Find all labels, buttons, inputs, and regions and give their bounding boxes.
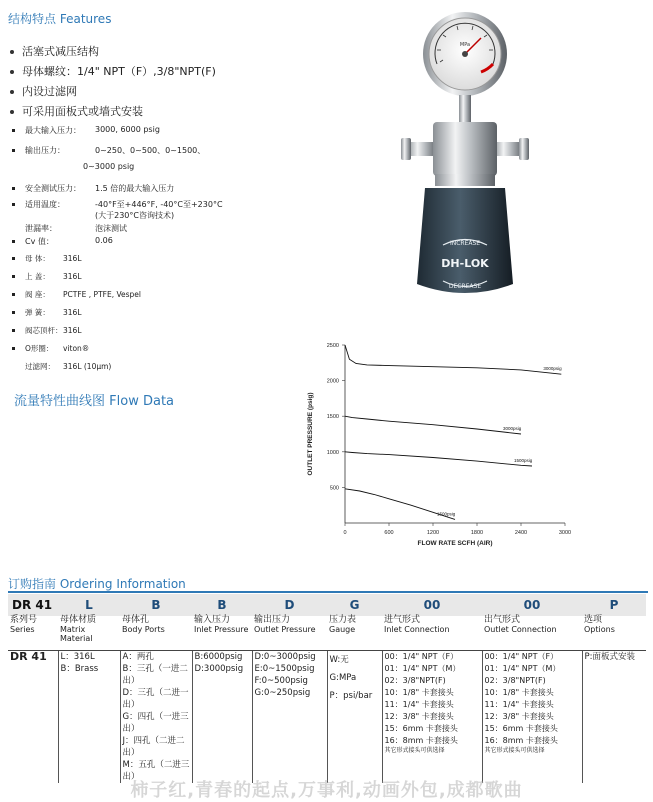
ordering-title-zh: 订购指南: [8, 577, 57, 591]
code-gauge: G: [327, 594, 382, 616]
decrease-label: DECREASE: [448, 283, 482, 290]
series-label-2: 1500psig: [514, 458, 533, 464]
ports-values: A：两孔 B：三孔（一进二出） D：三孔（二进一出） G：四孔（一进三出） J：四孔（二进二出） M：五孔（二进三出）: [120, 651, 192, 784]
code-options: P: [582, 594, 646, 616]
flow-title: [14, 390, 174, 409]
material-item: 阀芯顶杆： 316L: [10, 321, 330, 339]
code-inlet-pressure: B: [192, 594, 252, 616]
x-axis-label: FLOW RATE SCFH (AIR): [417, 540, 493, 547]
code-material: L: [58, 594, 120, 616]
header-gauge: 压力表 Gauge: [327, 616, 382, 651]
header-outlet-connection: 出气形式 Outlet Connection: [482, 616, 582, 651]
outlet-connection-values: 00：1/4" NPT（F） 01：1/4" NPT（M） 02：3/8"NPT(F) 10：1/8" 卡套接头 11：1/4" 卡套接头 12：3/8" 卡套接头 15：6mm 卡套接头 16：8mm 卡套接头 其它形式接头可供选择: [482, 651, 582, 784]
ordering-title: [8, 575, 186, 592]
code-series: DR 41: [8, 594, 58, 616]
spec-item: 最大输入压力： 3000, 6000 psig: [10, 125, 330, 143]
ordering-header-row: [8, 616, 646, 651]
flow-title-en: Flow Data: [109, 394, 175, 409]
y-tick-label: 500: [329, 485, 339, 492]
code-outlet-pressure: D: [252, 594, 327, 616]
bullet-icon: [10, 50, 14, 54]
features-title-en: Features: [59, 12, 112, 26]
features-title-zh: 结构特点: [8, 12, 57, 26]
outlet-pressure-values: D:0~3000psig E:0~1500psig F:0~500psig G:0~250psig: [252, 651, 327, 784]
series-label-0: 3000psig: [543, 366, 562, 372]
material-list: [10, 249, 330, 375]
header-inlet-pressure: 输入压力 Inlet Pressure: [192, 616, 252, 651]
material-item: 上 盖： 316L: [10, 267, 330, 285]
code-inlet-connection: 00: [382, 594, 482, 616]
material-values: L：316L B：Brass: [58, 651, 120, 784]
series-line-0: [345, 345, 561, 374]
series-label-1: 3000psig: [503, 426, 522, 431]
spec-item: 泄漏率： 泡沫测试: [25, 224, 127, 233]
material-item: 母 体： 316L: [10, 249, 330, 267]
ordering-table: [8, 594, 646, 783]
y-tick-label: 2000: [326, 378, 339, 385]
material-item: 阀 座： PCTFE , PTFE, Vespel: [10, 285, 330, 303]
ordering-code-row: [8, 594, 646, 616]
spec-item: 安全测试压力： 1.5 倍的最大输入压力: [10, 183, 330, 199]
bullet-icon: [10, 90, 14, 94]
regulator-body: [433, 122, 497, 176]
x-tick-label: 600: [384, 530, 394, 536]
spec-item: 输出压力： 0~250、0~500、0~1500、 0~3000 psig: [10, 145, 330, 177]
material-item: O形圈： viton®: [10, 339, 330, 357]
outlet-port: [493, 142, 523, 156]
header-series: 系列号 Series: [8, 616, 58, 651]
code-ports: B: [120, 594, 192, 616]
bullet-icon: [10, 110, 14, 114]
brand-logo-text: DH-LOK: [441, 257, 489, 270]
inlet-port: [407, 142, 437, 156]
spec-item: Cv 值： 0.06: [10, 236, 330, 249]
y-tick-label: 1500: [326, 414, 339, 421]
x-tick-label: 2400: [514, 530, 528, 536]
regulator-product-image: [395, 2, 545, 302]
gauge-unit-label: MPa: [459, 42, 471, 48]
series-value: DR 41: [8, 651, 58, 784]
feature-item: 母体螺纹：1/4" NPT（F）,3/8"NPT(F): [8, 62, 338, 82]
y-tick-label: 2500: [326, 343, 339, 349]
x-tick-label: 1200: [426, 530, 440, 536]
header-options: 选项 Options: [582, 616, 646, 651]
flow-title-zh: 流量特性曲线图: [14, 394, 106, 409]
header-outlet-pressure: 输出压力 Outlet Pressure: [252, 616, 327, 651]
x-tick-label: 1800: [470, 530, 484, 536]
material-item: 弹 簧： 316L: [10, 303, 330, 321]
increase-label: INCREASE: [449, 240, 481, 247]
spec-list: [10, 125, 330, 249]
spec-item: 适用温度： -40°F至+446°F, -40°C至+230°C (大于230°C咨询技术): [10, 199, 330, 223]
series-line-1: [345, 416, 521, 434]
inlet-pressure-values: B:6000psig D:3000psig: [192, 651, 252, 784]
flow-chart: [300, 335, 600, 555]
x-tick-label: 3000: [558, 530, 572, 536]
y-axis-label: OUTLET PRESSURE (psig): [307, 392, 314, 476]
features-list: [8, 42, 338, 122]
watermark-text: 柿子红,青春的起点,万事利,动画外包,成都歌曲: [130, 780, 523, 801]
ordering-body-row: [8, 651, 646, 784]
options-values: P:面板式安装: [584, 652, 635, 662]
y-tick-label: 1000: [326, 449, 339, 456]
material-item: 过滤网： 316L (10μm): [25, 361, 112, 371]
code-outlet-connection: 00: [482, 594, 582, 616]
feature-item: 可采用面板式或墙式安装: [8, 102, 338, 122]
gauge-values: W:无 G:MPa P：psi/bar: [327, 651, 382, 784]
feature-item: 内设过滤网: [8, 82, 338, 102]
feature-item: 活塞式减压结构: [8, 42, 338, 62]
ordering-divider: [8, 591, 648, 593]
ordering-title-en: Ordering Information: [59, 577, 186, 591]
series-label-3: 1500psig: [437, 511, 456, 517]
bullet-icon: [10, 70, 14, 74]
inlet-connection-values: 00：1/4" NPT（F） 01：1/4" NPT（M） 02：3/8"NPT(F) 10：1/8" 卡套接头 11：1/4" 卡套接头 12：3/8" 卡套接头 15：6mm 卡套接头 16：8mm 卡套接头 其它形式接头可供选择: [382, 651, 482, 784]
features-title: [8, 10, 111, 27]
series-line-2: [345, 452, 532, 466]
header-ports: 母体孔 Body Ports: [120, 616, 192, 651]
header-inlet-connection: 进气形式 Inlet Connection: [382, 616, 482, 651]
header-material: 母体材质 Matrix Material: [58, 616, 120, 651]
x-tick-label: 0: [343, 530, 347, 536]
